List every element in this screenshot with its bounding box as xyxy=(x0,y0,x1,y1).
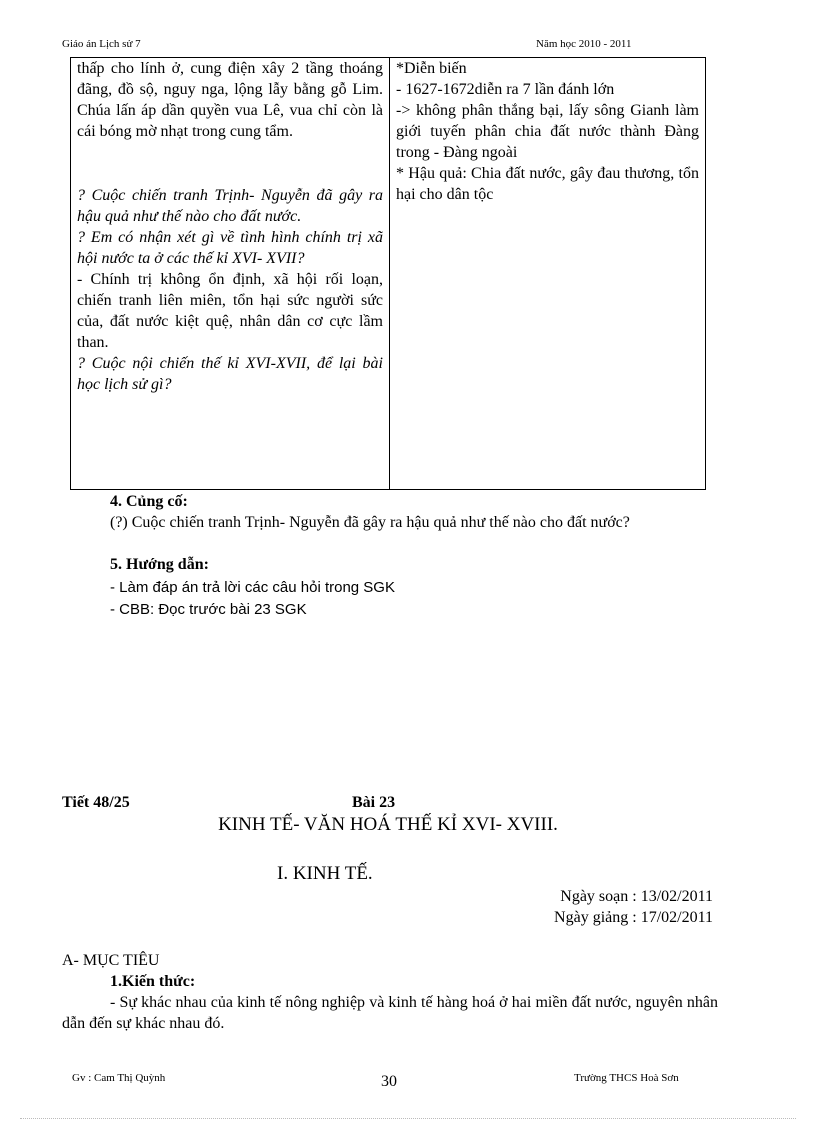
header-left: Giáo án Lịch sử 7 xyxy=(62,38,141,50)
page-bottom-divider xyxy=(20,1118,796,1119)
table-row xyxy=(71,58,706,490)
footer-teacher: Gv : Cam Thị Quỳnh xyxy=(72,1072,166,1084)
lesson-title: KINH TẾ- VĂN HOÁ THẾ KỈ XVI- XVIII. xyxy=(218,814,558,835)
section-heading: I. KINH TẾ. xyxy=(277,863,373,884)
kien-thuc-heading: 1.Kiến thức: xyxy=(110,973,196,990)
huong-dan-line-1: - Làm đáp án trả lời các câu hỏi trong SGK xyxy=(110,579,395,596)
page-number: 30 xyxy=(381,1073,397,1090)
table-right-cell xyxy=(390,58,706,490)
footer-school: Trường THCS Hoà Sơn xyxy=(574,1072,679,1084)
dien-bien-line-2: -> không phân thắng bại, lấy sông Gianh làm giới tuyến phân chia đất nước thành Đàng trong - Đàng ngoài xyxy=(396,102,699,161)
cung-co-heading: 4. Củng cố: xyxy=(110,493,188,510)
cung-co-text: (?) Cuộc chiến tranh Trịnh- Nguyễn đã gây ra hậu quả như thế nào cho đất nước? xyxy=(110,514,630,531)
muc-tieu-heading: A- MỤC TIÊU xyxy=(62,952,160,969)
ngay-soan: Ngày soạn : 13/02/2011 xyxy=(560,888,713,905)
kien-thuc-text: - Sự khác nhau của kinh tế nông nghiệp và kinh tế hàng hoá ở hai miền đất nước, nguyên nhân dẫn đến sự khác nhau đó. xyxy=(62,994,718,1032)
table-left-cell xyxy=(71,58,390,490)
lesson-bai: Bài 23 xyxy=(352,794,396,811)
lesson-number: Tiết 48/25 xyxy=(62,794,130,811)
dien-bien-title: *Diễn biến xyxy=(396,60,467,77)
left-intro-text: thấp cho lính ở, cung điện xây 2 tầng thoáng đãng, đồ sộ, nguy nga, lộng lẫy bằng gỗ Lim. Chúa lấn áp dần quyền vua Lê, vua chỉ còn là cái bóng mờ nhạt trong cung tẩm. xyxy=(77,60,383,140)
ngay-giang: Ngày giảng : 17/02/2011 xyxy=(554,909,713,926)
header-right: Năm học 2010 - 2011 xyxy=(536,38,632,50)
question-1: ? Cuộc chiến tranh Trịnh- Nguyễn đã gây ra hậu quả như thế nào cho đất nước. xyxy=(77,187,383,225)
dien-bien-line-1: - 1627-1672diễn ra 7 lần đánh lớn xyxy=(396,81,615,98)
question-2: ? Em có nhận xét gì về tình hình chính trị xã hội nước ta ở các thế kỉ XVI- XVII? xyxy=(77,229,383,267)
hau-qua-text: * Hậu quả: Chia đất nước, gây đau thương, tổn hại cho dân tộc xyxy=(396,165,699,203)
huong-dan-line-2: - CBB: Đọc trước bài 23 SGK xyxy=(110,601,307,618)
question-3: ? Cuộc nội chiến thế kỉ XVI-XVII, để lại bài học lịch sử gì? xyxy=(77,355,383,393)
lesson-table xyxy=(70,57,706,490)
answer-text: - Chính trị không ổn định, xã hội rối loạn, chiến tranh liên miên, tổn hại sức người sức của, đất nước kiệt quệ, nhân dân cơ cực lầm than. xyxy=(77,271,383,351)
huong-dan-heading: 5. Hướng dẫn: xyxy=(110,556,209,573)
